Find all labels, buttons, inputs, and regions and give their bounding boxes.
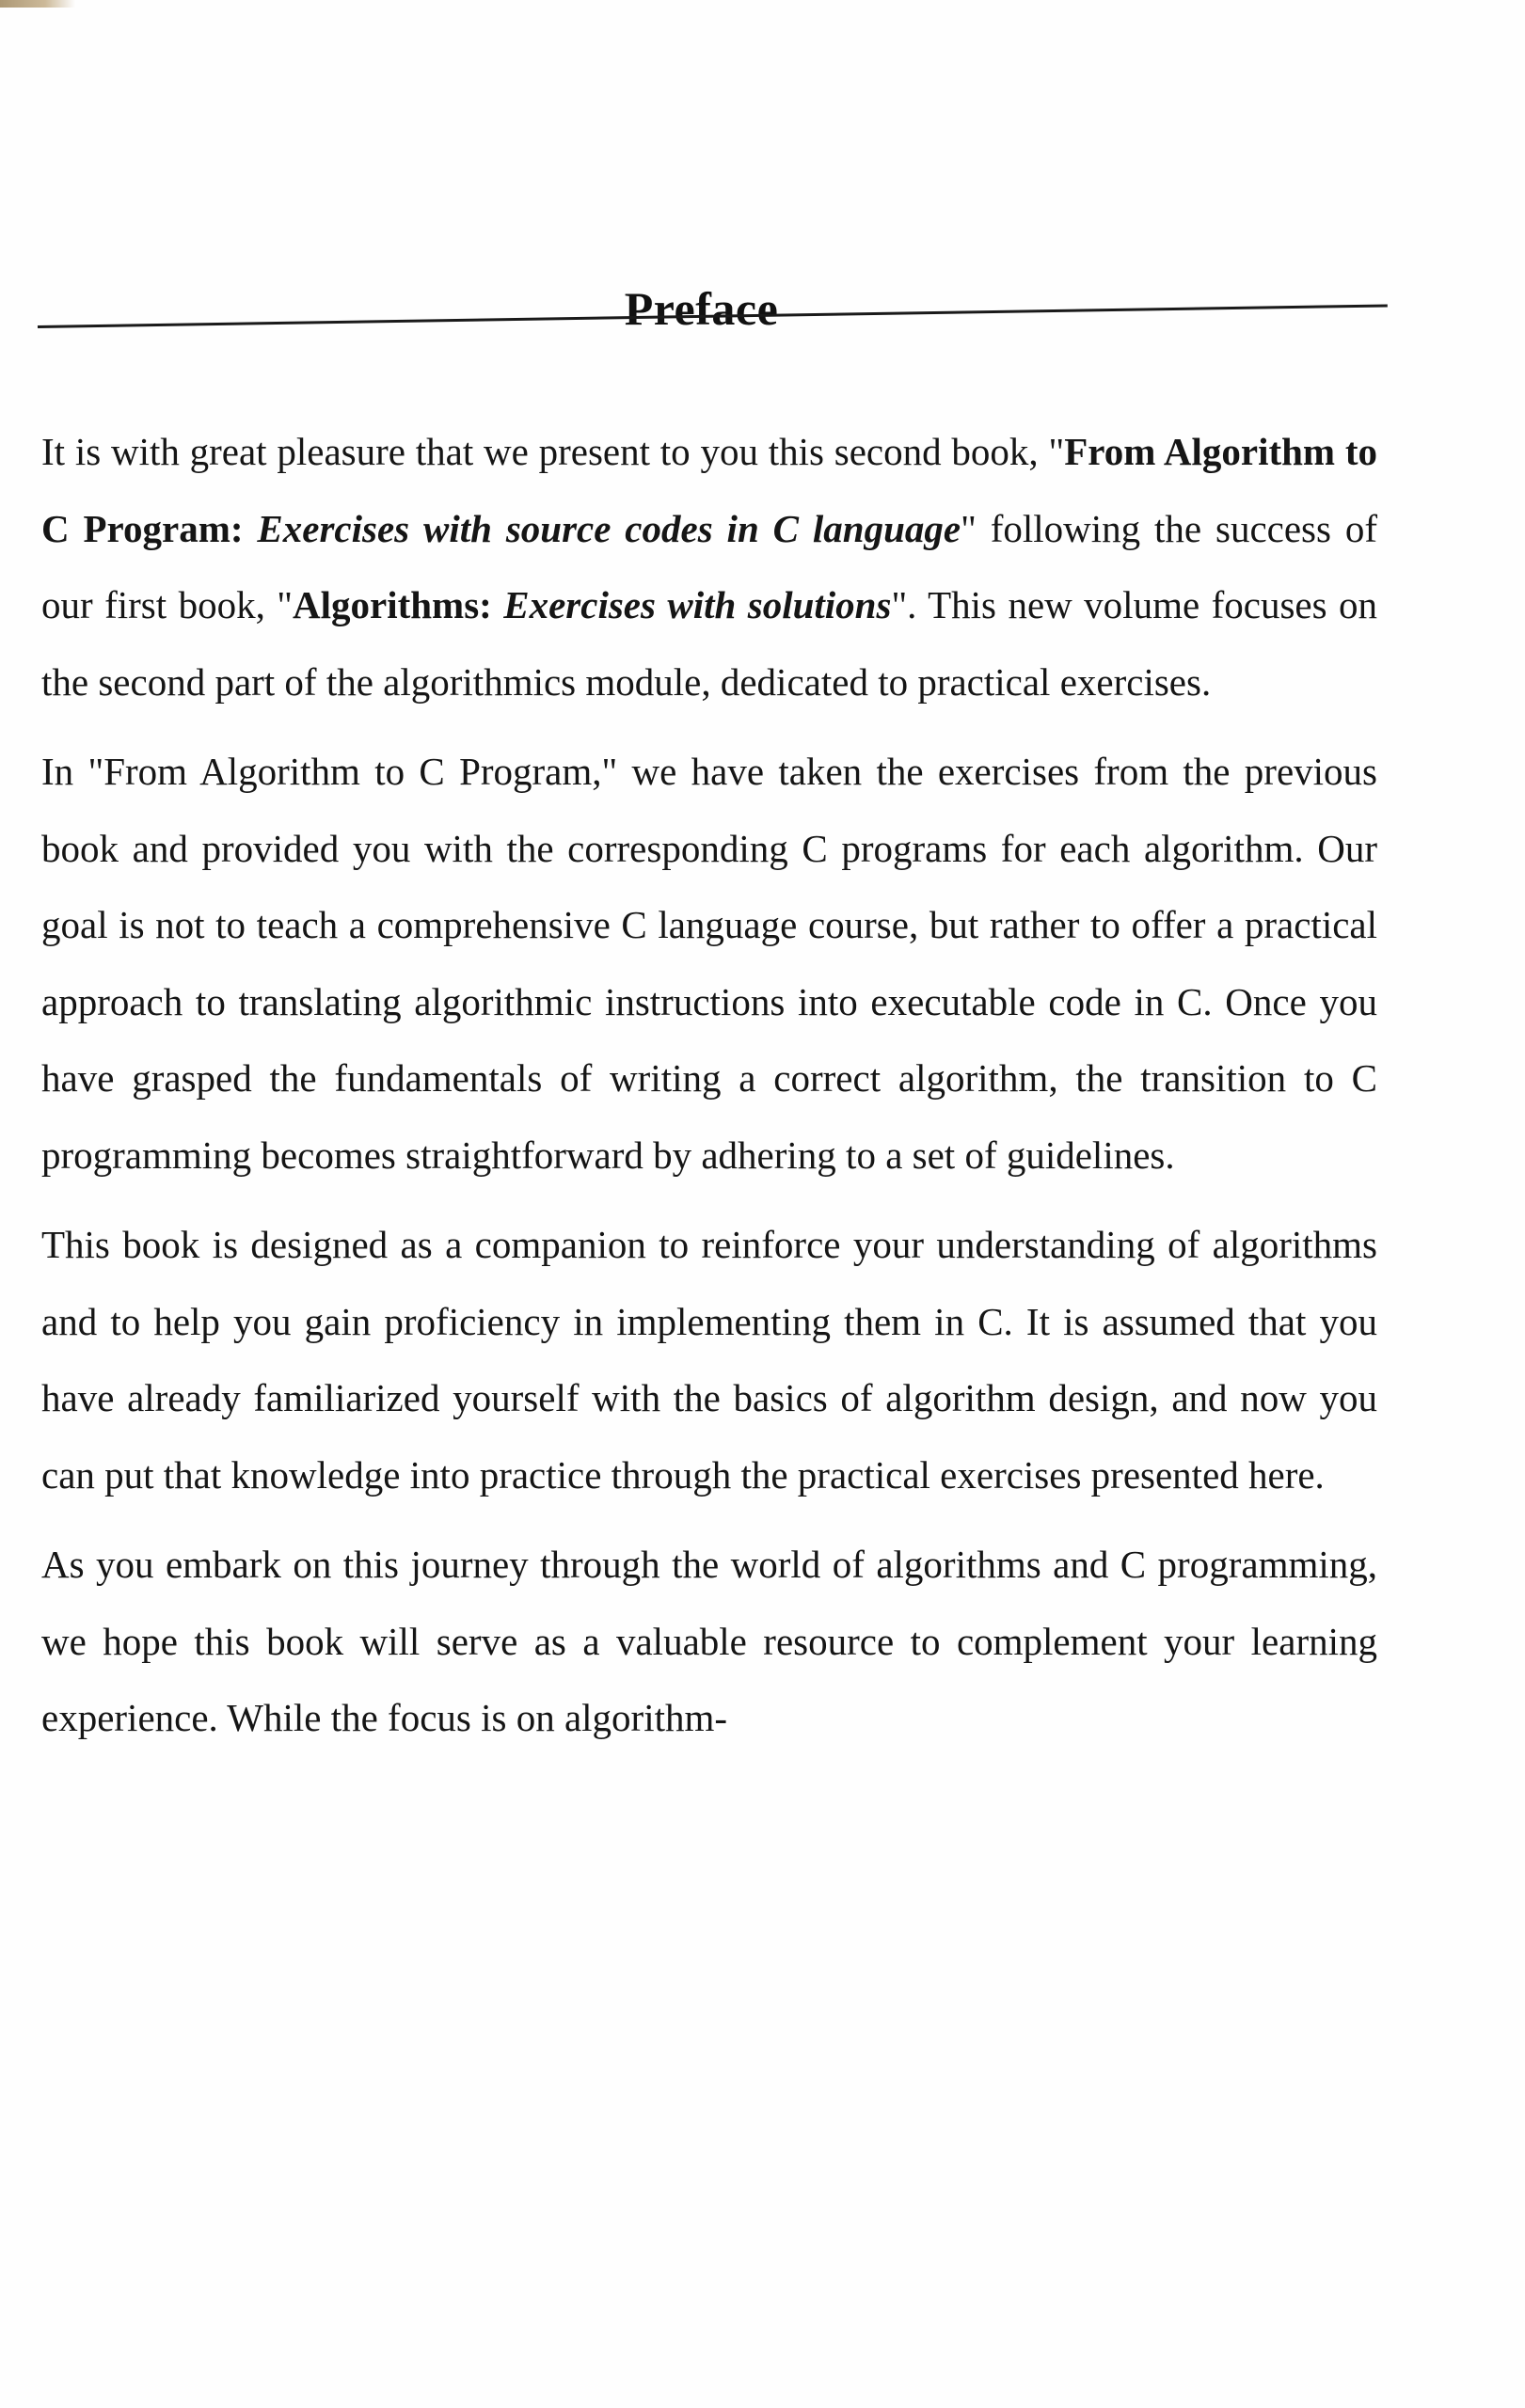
- scan-edge-artifact: [0, 0, 75, 8]
- page-heading: Preface: [624, 282, 779, 335]
- paragraph-4: [41, 1527, 1377, 1757]
- first-book-title-bold: Algorithms:: [293, 583, 504, 626]
- book-subtitle-bold-italic: Exercises with source codes in C language: [257, 506, 961, 550]
- text-segment: ". This new volume focuses on the second part of the algorithmics module, dedicated to practical exercises.: [41, 583, 1377, 704]
- text-segment: In "From Algorithm to C Program," we have taken the exercises from the previous book and provided you with the corresponding C programs for each algorithm. Our goal is not to teach a comprehensive C language course, but rather to offer a practical approach to translating algorithmic instructions into executable code in C. Once you have grasped the fundamentals of writing a correct algorithm, the transition to C programming becomes straightforward by adhering to a set of guidelines.: [41, 750, 1377, 1177]
- paragraph-3: [41, 1207, 1377, 1513]
- text-segment: As you embark on this journey through the world of algorithms and C programming, we hope this book will serve as a valuable resource to complement your learning experience. While the focus is on algorithm-: [41, 1543, 1377, 1739]
- text-segment: This book is designed as a companion to reinforce your understanding of algorithms and to help you gain proficiency in implementing them in C. It is assumed that you have already familiarized yourself with the basics of algorithm design, and now you can put that knowledge into practice through the practical exercises presented here.: [41, 1223, 1377, 1497]
- text-segment: It is with great pleasure that we present to you this second book, ": [41, 430, 1065, 473]
- paragraph-1: [41, 414, 1377, 721]
- paragraph-2: [41, 734, 1377, 1194]
- book-title-bold: From Algorithm to C Program:: [41, 430, 1378, 550]
- preface-body: [41, 414, 1377, 1770]
- text-segment: " following the success of our first book, ": [41, 506, 1378, 626]
- first-book-subtitle-bold-italic: Exercises with solutions: [503, 583, 892, 626]
